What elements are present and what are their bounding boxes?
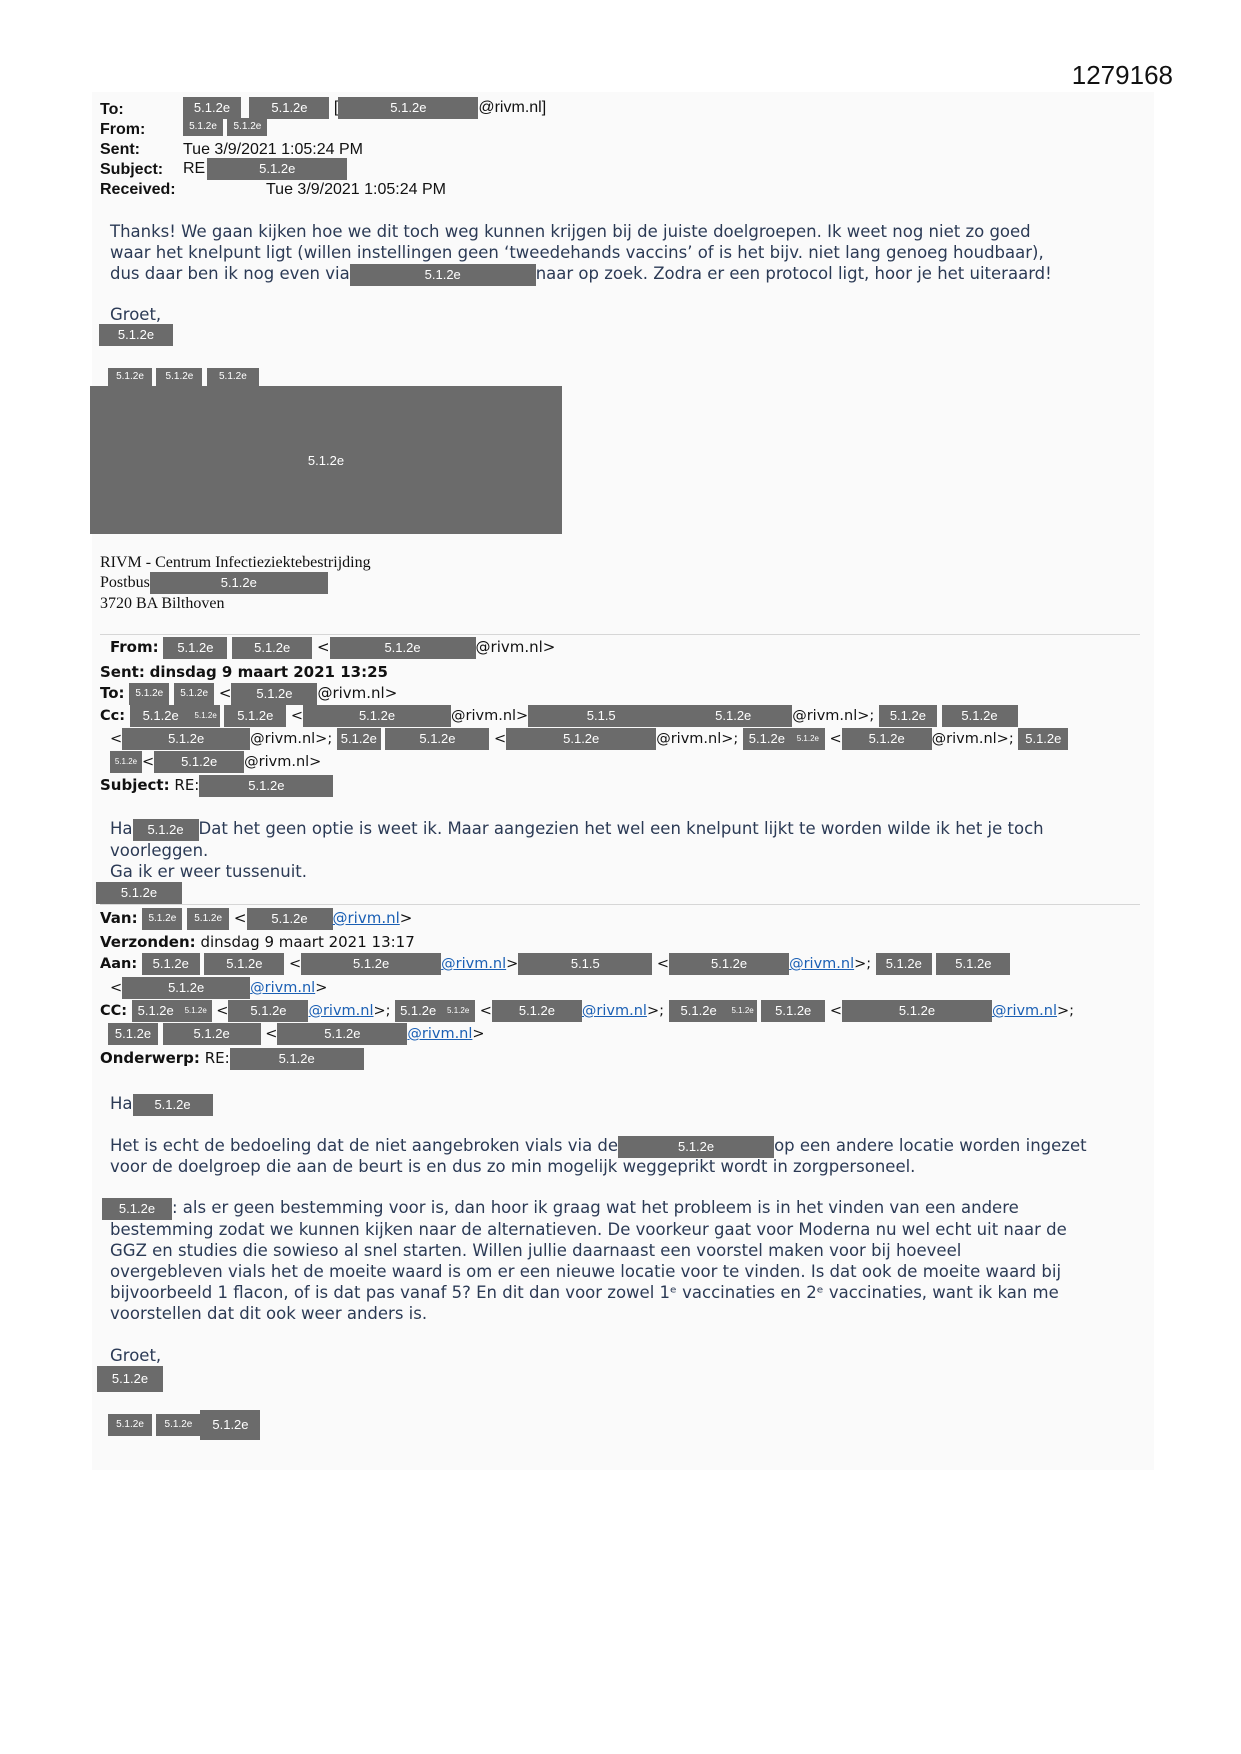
redaction: 5.1.2e	[183, 118, 223, 136]
subject-label: Subject:	[100, 161, 164, 178]
redaction: 5.1.2e	[207, 158, 347, 180]
redaction: 5.1.2e	[97, 1366, 163, 1392]
redaction: 5.1.2e	[232, 637, 312, 659]
redaction: 5.1.2e	[669, 1000, 729, 1022]
redaction: 5.1.2e	[277, 1023, 407, 1045]
message1-line3: dus daar ben ik nog even via 5.1.2e naar op zoek. Zodra er een protocol ligt, hoor je het uiteraard!	[110, 263, 1052, 286]
redaction: 5.1.2e	[492, 1000, 582, 1022]
fwd2-cc-row2: 5.1.2e 5.1.2e < 5.1.2e @rivm.nl>	[108, 1023, 485, 1045]
redaction: 5.1.2e	[669, 953, 789, 975]
fwd2-cc-row1: CC: 5.1.2e 5.1.2e < 5.1.2e @rivm.nl>; 5.1.2e 5.1.2e < 5.1.2e @rivm.nl>; 5.1.2e 5.1.2e 5.1.2e < 5.1.2e @rivm.nl>;	[100, 1000, 1074, 1022]
redaction: 5.1.2e	[224, 705, 286, 727]
redaction: 5.1.2e	[385, 728, 489, 750]
redaction: 5.1.2e	[99, 324, 173, 346]
message3-p2-line5: bijvoorbeeld 1 flacon, of is dat pas vanaf 5? En dit dan voor zowel 1ᵉ vaccinaties en 2ᵉ vaccinaties, want ik kan me	[110, 1283, 1059, 1302]
message2-line2: voorleggen.	[110, 841, 209, 860]
redaction: 5.1.2e	[441, 1000, 475, 1022]
message3-p2-line6: voorstellen dat dit ook weer anders is.	[110, 1304, 428, 1323]
redaction: 5.1.2e	[199, 775, 333, 797]
document-number: 1279168	[1071, 60, 1173, 90]
message2-line3: Ga ik er weer tussenuit.	[110, 862, 308, 881]
fwd1-cc-row3: 5.1.2e < 5.1.2e @rivm.nl>	[110, 751, 321, 773]
redaction: 5.1.2e	[338, 97, 478, 119]
redaction: 5.1.2e	[192, 705, 220, 727]
redaction: 5.1.2e	[231, 683, 317, 705]
redaction: 5.1.2e	[674, 705, 792, 727]
redaction: 5.1.2e	[207, 368, 259, 386]
message3-p2-line4: overgebleven vials het de moeite waard is om er een nieuwe locatie voor te vinden. Is dat ook de moeite waard bij	[110, 1262, 1062, 1281]
fwd1-from-row: From: 5.1.2e 5.1.2e < 5.1.2e @rivm.nl>	[110, 636, 555, 659]
sender3-redacted	[97, 1366, 163, 1392]
fwd1-sent-row: Sent: dinsdag 9 maart 2021 13:25	[100, 663, 388, 681]
redaction: 5.1.2e	[108, 1414, 152, 1436]
from-value	[183, 118, 267, 136]
subject-value: RE 5.1.2e	[183, 158, 347, 180]
signature-postbus: Postbus 5.1.2e	[100, 572, 328, 594]
message3-p2-line3: GGZ en studies die sowieso al snel starten. Willen jullie daarnaast een voorstel maken voor bij hoeveel	[110, 1241, 962, 1260]
redaction: 5.1.2e	[330, 637, 476, 659]
redaction: 5.1.2e	[156, 368, 202, 386]
redaction: 5.1.2e	[122, 977, 250, 999]
message3-greeting: Groet,	[110, 1346, 162, 1365]
fwd1-to-row: To: 5.1.2e 5.1.2e < 5.1.2e @rivm.nl>	[100, 682, 397, 705]
sent-value: Tue 3/9/2021 1:05:24 PM	[183, 141, 363, 158]
fwd2-aan-row1: Aan: 5.1.2e 5.1.2e < 5.1.2e @rivm.nl> 5.1.5 < 5.1.2e @rivm.nl>; 5.1.2e 5.1.2e	[100, 953, 1010, 975]
redaction: 5.1.2e	[133, 1094, 213, 1116]
message1-line1: Thanks! We gaan kijken hoe we dit toch weg kunnen krijgen bij de juiste doelgroepen. Ik weet nog niet zo goed	[110, 222, 1031, 241]
message2-line1: Ha 5.1.2e Dat het geen optie is weet ik. Maar aangezien het wel een knelpunt lijkt te worden wilde ik het je toch	[110, 818, 1044, 841]
redaction: 5.1.2e	[247, 908, 333, 930]
redaction: 5.1.2e	[129, 683, 169, 705]
redaction: 5.1.2e	[150, 572, 328, 594]
redaction: 5.1.2e	[743, 728, 791, 750]
sender-title-redacted	[108, 368, 259, 386]
message1-line2: waar het knelpunt ligt (willen instellingen geen ‘tweedehands vaccins’ of is het bijv. niet lang genoeg houdbaar),	[110, 243, 1044, 262]
redaction: 5.1.2e	[618, 1136, 774, 1158]
redaction: 5.1.2e	[130, 705, 192, 727]
sender-name-redacted	[99, 324, 173, 346]
fwd2-verzonden-row: Verzonden: dinsdag 9 maart 2021 13:17	[100, 933, 415, 951]
message3-p2-line2: bestemming zodat we kunnen kijken naar de alternatieven. De voorkeur gaat voor Moderna nu wel echt uit naar de	[110, 1220, 1067, 1239]
from-label: From:	[100, 121, 146, 138]
redaction: 5.1.2e	[180, 1000, 212, 1022]
signature-org: RIVM - Centrum Infectieziektebestrijding	[100, 554, 371, 571]
redaction: 5.1.2e	[174, 683, 214, 705]
redaction: 5.1.2e	[936, 953, 1010, 975]
redaction: 5.1.2e	[122, 728, 250, 750]
redaction: 5.1.2e	[303, 705, 451, 727]
received-value: Tue 3/9/2021 1:05:24 PM	[266, 181, 446, 198]
redaction: 5.1.2e	[142, 953, 200, 975]
to-value: 5.1.2e 5.1.2e [ 5.1.2e @rivm.nl]	[183, 97, 546, 119]
redaction: 5.1.2e	[879, 705, 937, 727]
redaction: 5.1.2e	[108, 1023, 158, 1045]
redaction: 5.1.2e	[249, 97, 329, 119]
sender3-title-redacted	[108, 1410, 260, 1440]
redaction: 5.1.5	[528, 705, 674, 727]
redaction: 5.1.2e	[876, 953, 932, 975]
redaction: 5.1.2e	[842, 1000, 992, 1022]
redaction: 5.1.2e	[187, 908, 229, 930]
signature-city: 3720 BA Bilthoven	[100, 595, 225, 612]
received-label: Received:	[100, 181, 176, 198]
redaction: 5.1.2e	[506, 728, 656, 750]
fwd1-cc-row2: < 5.1.2e @rivm.nl>; 5.1.2e 5.1.2e < 5.1.2e @rivm.nl>; 5.1.2e 5.1.2e < 5.1.2e @rivm.nl>; 5.1.2e	[110, 728, 1068, 750]
message1-greeting: Groet,	[110, 305, 162, 324]
redaction: 5.1.2e	[230, 1048, 364, 1070]
fwd2-aan-row2: < 5.1.2e @rivm.nl>	[110, 977, 327, 999]
message3-p1-line2: voor de doelgroep die aan de beurt is en dus zo min mogelijk weggeprikt wordt in zorgpersoneel.	[110, 1157, 916, 1176]
message3-greeting-line: Ha 5.1.2e	[110, 1093, 213, 1116]
separator	[100, 904, 1140, 905]
redaction: 5.1.2e	[301, 953, 441, 975]
sent-label: Sent:	[100, 141, 140, 158]
redaction: 5.1.2e	[1018, 728, 1068, 750]
redaction: 5.1.2e	[791, 728, 825, 750]
redaction: 5.1.2e	[942, 705, 1018, 727]
redaction: 5.1.2e	[96, 882, 182, 904]
redaction: 5.1.2e	[163, 1023, 261, 1045]
redaction: 5.1.2e	[729, 1000, 757, 1022]
redaction: 5.1.2e	[337, 728, 381, 750]
redaction: 5.1.2e	[154, 751, 244, 773]
redaction: 5.1.2e	[227, 118, 267, 136]
fwd2-van-row: Van: 5.1.2e 5.1.2e < 5.1.2e @rivm.nl>	[100, 907, 412, 930]
fwd1-subject-row: Subject: RE: 5.1.2e	[100, 774, 333, 797]
redaction: 5.1.2e	[204, 953, 284, 975]
message3-p2-line1: 5.1.2e : als er geen bestemming voor is, dan hoor ik graag wat het probleem is in het vinden van een andere	[102, 1197, 1019, 1220]
redaction: 5.1.2e	[761, 1000, 825, 1022]
redaction: 5.1.2e	[156, 1414, 200, 1436]
logo-redaction: 5.1.2e	[90, 386, 562, 534]
separator	[100, 634, 1140, 635]
sender2-redacted	[96, 882, 182, 904]
redaction: 5.1.2e	[395, 1000, 441, 1022]
fwd1-cc-row1: Cc: 5.1.2e 5.1.2e 5.1.2e < 5.1.2e @rivm.nl> 5.1.5 5.1.2e @rivm.nl>; 5.1.2e 5.1.2e	[100, 705, 1018, 727]
to-label: To:	[100, 101, 124, 118]
redaction: 5.1.5	[518, 953, 652, 975]
redaction: 5.1.2e	[108, 368, 152, 386]
redaction: 5.1.2e	[142, 908, 182, 930]
message3-p1-line1: Het is echt de bedoeling dat de niet aangebroken vials via de 5.1.2e op een andere locatie worden ingezet	[110, 1135, 1087, 1158]
redaction: 5.1.2e	[110, 751, 142, 773]
redaction: 5.1.2e	[842, 728, 932, 750]
redaction: 5.1.2e	[183, 97, 241, 119]
redaction: 5.1.2e	[163, 637, 227, 659]
redaction: 5.1.2e	[133, 819, 199, 841]
redaction: 5.1.2e	[102, 1198, 172, 1220]
redaction: 5.1.2e	[200, 1410, 260, 1440]
fwd2-onderwerp-row: Onderwerp: RE: 5.1.2e	[100, 1047, 364, 1070]
redaction: 5.1.2e	[228, 1000, 308, 1022]
redaction: 5.1.2e	[350, 264, 536, 286]
redaction: 5.1.2e	[132, 1000, 180, 1022]
